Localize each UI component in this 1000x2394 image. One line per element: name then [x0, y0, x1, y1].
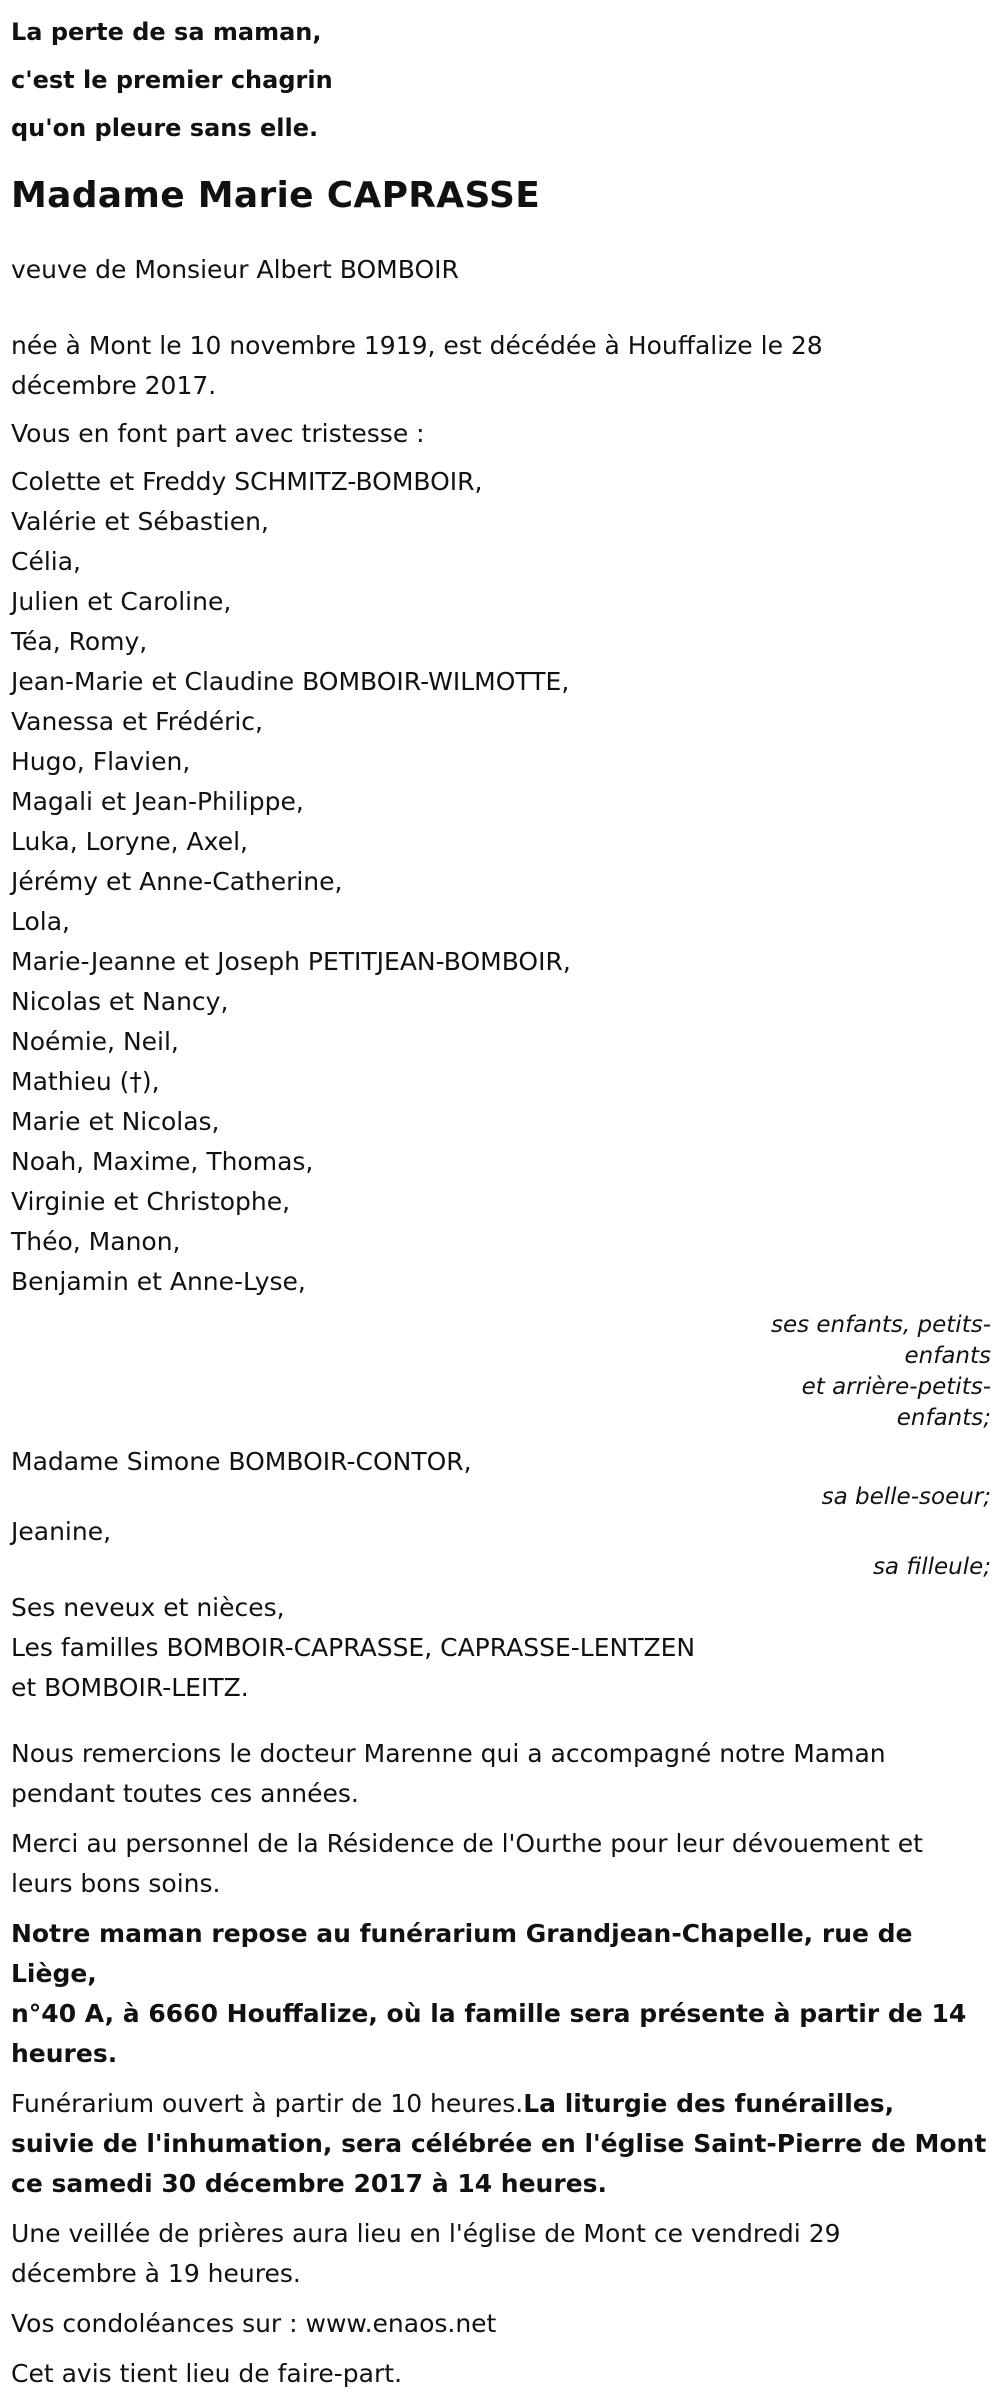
thanks-doctor — [11, 1734, 991, 1814]
family-member: Vanessa et Frédéric, — [11, 707, 263, 736]
funerarium-line: n°40 A, à 6660 Houffalize, où la famille sera présente à partir de 14 — [11, 1999, 967, 2028]
thanks-doctor-line: Nous remercions le docteur Marenne qui a accompagné notre Maman — [11, 1739, 886, 1768]
funerarium-line: Notre maman repose au funérarium Grandjean-Chapelle, rue de Liège, — [11, 1919, 913, 1988]
family-member: Téa, Romy, — [11, 627, 148, 656]
relation-line: ses enfants, petits- — [770, 1312, 991, 1338]
birth-death-info — [11, 326, 991, 406]
relation-line: enfants — [904, 1343, 991, 1369]
family-member: Virginie et Christophe, — [11, 1187, 291, 1216]
birth-line: née à Mont le 10 novembre 1919, est décédée à Houffalize le 28 — [11, 331, 823, 360]
sister-in-law-relation: sa belle-soeur; — [821, 1484, 991, 1510]
family-member: Luka, Loryne, Axel, — [11, 827, 248, 856]
epigraph-line: c'est le premier chagrin — [11, 66, 333, 94]
funerarium-info — [11, 1914, 991, 2074]
other-relatives-line: et BOMBOIR-LEITZ. — [11, 1673, 249, 1702]
family-member: Marie et Nicolas, — [11, 1107, 220, 1136]
thanks-doctor-line: pendant toutes ces années. — [11, 1779, 359, 1808]
family-member: Magali et Jean-Philippe, — [11, 787, 304, 816]
liturgy-line — [11, 2084, 991, 2124]
liturgy-line: ce samedi 30 décembre 2017 à 14 heures. — [11, 2169, 608, 2198]
family-member: Benjamin et Anne-Lyse, — [11, 1267, 306, 1296]
announcement-intro: Vous en font part avec tristesse : — [11, 419, 425, 448]
goddaughter-relation: sa filleule; — [872, 1554, 991, 1580]
goddaughter-name: Jeanine, — [11, 1517, 112, 1546]
family-member: Marie-Jeanne et Joseph PETITJEAN-BOMBOIR, — [11, 947, 571, 976]
children-relation — [11, 1310, 991, 1434]
thanks-staff-line: leurs bons soins. — [11, 1869, 221, 1898]
vigil-line: décembre à 19 heures. — [11, 2259, 301, 2288]
widow-line: veuve de Monsieur Albert BOMBOIR — [11, 255, 459, 284]
obituary-notice — [11, 0, 991, 2394]
family-member: Hugo, Flavien, — [11, 747, 191, 776]
other-relatives-line: Ses neveux et nièces, — [11, 1593, 285, 1622]
family-member: Noémie, Neil, — [11, 1027, 179, 1056]
relation-line: enfants; — [896, 1405, 991, 1431]
funerarium-line: heures. — [11, 2039, 118, 2068]
family-member: Célia, — [11, 547, 81, 576]
thanks-staff-line: Merci au personnel de la Résidence de l'Ourthe pour leur dévouement et — [11, 1829, 923, 1858]
family-member: Théo, Manon, — [11, 1227, 181, 1256]
relation-line: et arrière-petits- — [801, 1374, 991, 1400]
birth-line: décembre 2017. — [11, 371, 217, 400]
deceased-name: Madame Marie CAPRASSE — [11, 175, 541, 216]
family-member: Lola, — [11, 907, 70, 936]
family-member: Valérie et Sébastien, — [11, 507, 269, 536]
funerarium-opening: Funérarium ouvert à partir de 10 heures. — [11, 2089, 524, 2118]
family-list — [11, 462, 991, 1302]
vigil-info — [11, 2214, 991, 2294]
sister-in-law-name: Madame Simone BOMBOIR-CONTOR, — [11, 1447, 472, 1476]
family-member: Colette et Freddy SCHMITZ-BOMBOIR, — [11, 467, 483, 496]
family-member: Jérémy et Anne-Catherine, — [11, 867, 343, 896]
closing-line: Cet avis tient lieu de faire-part. — [11, 2359, 403, 2388]
family-member: Nicolas et Nancy, — [11, 987, 229, 1016]
epigraph-line: qu'on pleure sans elle. — [11, 114, 319, 142]
family-member: Mathieu (†), — [11, 1067, 160, 1096]
family-member: Jean-Marie et Claudine BOMBOIR-WILMOTTE, — [11, 667, 570, 696]
thanks-staff — [11, 1824, 991, 1904]
liturgy-title: La liturgie des funérailles, — [523, 2089, 895, 2118]
family-member: Julien et Caroline, — [11, 587, 232, 616]
other-relatives — [11, 1588, 991, 1708]
liturgy-info — [11, 2084, 991, 2204]
epigraph-line: La perte de sa maman, — [11, 18, 322, 46]
other-relatives-line: Les familles BOMBOIR-CAPRASSE, CAPRASSE-LENTZEN — [11, 1633, 696, 1662]
condolences-link: Vos condoléances sur : www.enaos.net — [11, 2309, 497, 2338]
family-member: Noah, Maxime, Thomas, — [11, 1147, 314, 1176]
liturgy-line: suivie de l'inhumation, sera célébrée en l'église Saint-Pierre de Mont — [11, 2129, 987, 2158]
vigil-line: Une veillée de prières aura lieu en l'église de Mont ce vendredi 29 — [11, 2219, 841, 2248]
epigraph — [11, 8, 991, 152]
